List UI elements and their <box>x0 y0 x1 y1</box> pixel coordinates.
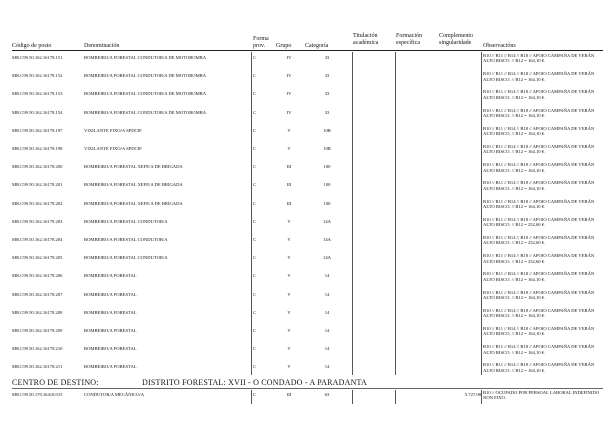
row-categoria: 100 <box>323 200 331 206</box>
row-categoria: 33 <box>324 109 330 115</box>
row-grupo: V <box>287 237 291 242</box>
row-grupo: V <box>287 146 291 151</box>
table-row <box>0 326 615 344</box>
header-formacion-1: Formación <box>396 33 422 39</box>
header-titulacion-2: académica <box>353 40 379 46</box>
row-forma-prov: C <box>253 109 257 115</box>
table-row <box>0 162 615 180</box>
row-forma-prov: C <box>253 273 257 279</box>
row-denominacion: BOMBEIRO/A FORESTAL XEFE/A DE BRIGADA <box>84 200 183 206</box>
table-row <box>0 235 615 253</box>
row-code: MR.C99.50.162.16178.151 <box>12 55 63 60</box>
row-forma-prov: C <box>253 218 257 224</box>
row-forma-prov: C <box>253 328 257 333</box>
row-grupo: V <box>287 346 291 352</box>
row-denominacion: BOMBEIRO/A FORESTAL <box>84 273 137 279</box>
row-denominacion: BOMBEIRO/A FORESTAL <box>84 364 137 370</box>
row-forma-prov: C <box>253 55 257 60</box>
row-grupo: IV <box>286 109 292 115</box>
row-denominacion: BOMBEIRO/A FORESTAL CONDUTOR/A DE MOTOBOMBA <box>84 55 207 60</box>
row-grupo: III <box>286 392 292 397</box>
row-code: MR.C99.50.162.16178.153 <box>12 91 63 97</box>
row-denominacion: BOMBEIRO/A FORESTAL <box>84 328 137 333</box>
row-forma-prov: C <box>253 346 257 352</box>
row-observacions: B10 // B11 // B14 // B18 // APOIO CAMPAÑA DE VERÁN ALTO RISCO. // B12 = 252,60 €. <box>483 253 595 264</box>
column-divider <box>395 390 396 404</box>
row-forma-prov: C <box>253 309 257 315</box>
row-grupo: V <box>287 309 291 315</box>
column-divider <box>481 390 482 404</box>
row-grupo: IV <box>286 91 292 97</box>
row-grupo: V <box>287 364 291 370</box>
header-titulacion-1: Titulación <box>353 33 378 39</box>
row-observacions: B10 // B11 // B14 // B18 // APOIO CAMPAÑA DE VERÁN ALTO RISCO. // B12 = 164,10 €. <box>483 180 595 191</box>
table-row <box>0 271 615 289</box>
row-forma-prov: C <box>253 364 257 370</box>
row-observacions: B10 // B11 // B14 // B18 // APOIO CAMPAÑA DE VERÁN ALTO RISCO. // B12 = 164,10 €. <box>483 307 595 319</box>
row-code: MR.C99.50.162.16178.152 <box>12 73 63 79</box>
row-observacions: B10 // B11 // B14 // B18 // APOIO CAMPAÑA DE VERÁN ALTO RISCO. // B12 = 164,10 €. <box>483 107 595 118</box>
table-row <box>0 71 615 89</box>
row-observacions: B10 // B11 // B14 // B18 // APOIO CAMPAÑA DE VERÁN ALTO RISCO. // B12 = 252,60 €. <box>483 235 595 246</box>
row-denominacion: CONDUTOR/A MECÁNICO/A <box>84 392 145 397</box>
row-observacions: B10 // B11 // B14 // B18 // APOIO CAMPAÑA DE VERÁN ALTO RISCO. // B12 = 164,10 €. <box>483 71 595 82</box>
row-denominacion: VIXILANTE FIXO/A SPDCIF <box>84 127 142 133</box>
header-categoria: Categoría <box>305 43 329 49</box>
row-forma-prov: C <box>253 164 257 170</box>
table-row <box>0 199 615 217</box>
row-forma-prov: C <box>253 237 257 242</box>
header-formacion-2: específica <box>396 40 420 46</box>
row-code: MR.C99.50.162.16178.211 <box>12 364 63 370</box>
row-categoria: 33 <box>324 91 330 97</box>
row-grupo: V <box>287 127 291 133</box>
row-categoria: 10B <box>323 127 331 133</box>
row-forma-prov: C <box>253 73 257 79</box>
row-code: MR.C99.50.170.16418.015 <box>12 392 63 397</box>
table-row <box>0 308 615 326</box>
row-categoria: 63 <box>324 392 330 397</box>
table-row <box>0 180 615 198</box>
row-denominacion: BOMBEIRO/A FORESTAL CONDUTOR/A DE MOTOBOMBA <box>84 91 207 97</box>
header-grupo: Grupo <box>276 43 292 49</box>
table-row <box>0 253 615 271</box>
row-grupo: III <box>286 182 292 188</box>
row-observacions: B10 // B11 // B14 // B18 // APOIO CAMPAÑA DE VERÁN ALTO RISCO. // B12 = 164,10 €. <box>483 289 595 300</box>
row-categoria: 10B <box>323 146 331 151</box>
row-code: MR.C99.50.162.16178.204 <box>12 237 63 242</box>
header-complemento-1: Complemento <box>439 33 473 39</box>
row-denominacion: BOMBEIRO/A FORESTAL CONDUTOR/A <box>84 255 168 261</box>
row-categoria: 14 <box>324 273 330 279</box>
table-row <box>0 108 615 126</box>
row-forma-prov: C <box>253 127 257 133</box>
row-observacions: B10 // B11 // B14 // B18 // APOIO CAMPAÑA DE VERÁN ALTO RISCO. // B12 = 164,10 €. <box>483 198 595 209</box>
row-forma-prov: C <box>253 255 257 261</box>
row-categoria: 14 <box>324 291 330 297</box>
table-row <box>0 290 615 308</box>
row-denominacion: VIXILANTE FIXO/A SPDCIF <box>84 146 142 151</box>
centro-name: DISTRITO FORESTAL: XVII - O CONDADO - A PARADANTA <box>142 378 367 387</box>
row-observacions: B10 // B11 // B14 // B18 // APOIO CAMPAÑA DE VERÁN ALTO RISCO. // B12 = 164,10 €. <box>483 344 595 355</box>
row-categoria: 14 <box>324 364 330 370</box>
row-observacions: B10 // B11 // B14 // B18 // APOIO CAMPAÑA DE VERÁN ALTO RISCO. // B12 = 164,10 €. <box>483 53 595 64</box>
section-divider <box>12 388 603 389</box>
row-observacions: B10 // B11 // B14 // B18 // APOIO CAMPAÑA DE VERÁN ALTO RISCO. // B12 = 164,10 €. <box>483 89 595 100</box>
row-observacions: B10 // B11 // B14 // B18 // APOIO CAMPAÑA DE VERÁN ALTO RISCO. // B12 = 164,10 €. <box>483 144 595 155</box>
table-row <box>0 53 615 71</box>
header-denominacion: Denominación <box>84 43 120 49</box>
row-denominacion: BOMBEIRO/A FORESTAL <box>84 309 137 315</box>
row-categoria: 14 <box>324 328 330 333</box>
table-row <box>0 89 615 107</box>
table-row <box>0 126 615 144</box>
header-forma: Forma <box>253 36 269 42</box>
row-code: MR.C99.50.162.16178.210 <box>12 346 63 352</box>
row-denominacion: BOMBEIRO/A FORESTAL XEFE/A DE BRIGADA <box>84 164 183 170</box>
row-categoria: 14A <box>323 255 331 261</box>
row-code: MR.C99.50.162.16178.198 <box>12 146 63 151</box>
row-denominacion: BOMBEIRO/A FORESTAL XEFE/A DE BRIGADA <box>84 182 183 188</box>
table-row <box>0 144 615 162</box>
row-denominacion: BOMBEIRO/A FORESTAL <box>84 291 137 297</box>
row-code: MR.C99.50.162.16178.207 <box>12 291 63 297</box>
row-observacions: B10 // B11 // B14 // B18 // APOIO CAMPAÑA DE VERÁN ALTO RISCO. // B12 = 164,10 €. <box>483 162 595 173</box>
row-grupo: IV <box>286 73 292 79</box>
column-divider <box>251 390 252 404</box>
column-divider <box>352 390 353 404</box>
centro-label: CENTRO DE DESTINO: <box>12 378 99 387</box>
row-code: MR.C99.50.162.16178.205 <box>12 255 63 261</box>
header-prov: prov. <box>253 43 266 49</box>
row-code: MR.C99.50.162.16178.200 <box>12 164 63 170</box>
row-observacions: B10 // B11 // B14 // B18 // APOIO CAMPAÑA DE VERÁN ALTO RISCO. // B12 = 164,10 €. <box>483 271 595 282</box>
row-categoria: 100 <box>323 182 331 188</box>
row-code: MR.C99.50.162.16178.209 <box>12 328 63 333</box>
row-denominacion: BOMBEIRO/A FORESTAL CONDUTOR/A DE MOTOBOMBA <box>84 73 207 79</box>
row-grupo: V <box>287 255 291 261</box>
table-row <box>0 390 615 408</box>
row-categoria: 14A <box>323 237 331 242</box>
row-grupo: V <box>287 328 291 333</box>
row-code: MR.C99.50.162.16178.202 <box>12 200 63 206</box>
row-forma-prov: C <box>253 182 257 188</box>
row-categoria: 100 <box>323 164 331 170</box>
header-divider <box>12 50 603 51</box>
row-code: MR.C99.50.162.16178.203 <box>12 218 63 224</box>
row-denominacion: BOMBEIRO/A FORESTAL CONDUTOR/A <box>84 218 168 224</box>
table-row <box>0 344 615 362</box>
row-observacions: B10 // B11 // B14 // B18 // APOIO CAMPAÑA DE VERÁN ALTO RISCO. // B12 = 164,10 €. <box>483 326 595 337</box>
row-observacions: B10 // B11 // B14 // B18 // APOIO CAMPAÑA DE VERÁN ALTO RISCO. // B12 = 164,10 €. <box>483 362 595 373</box>
row-code: MR.C99.50.162.16178.197 <box>12 127 63 133</box>
row-categoria: 33 <box>324 55 330 60</box>
row-forma-prov: C <box>253 146 257 151</box>
row-categoria: 14A <box>323 218 331 224</box>
row-forma-prov: C <box>253 392 257 397</box>
row-observacions: B10 // OCUPADO POR PERSOAL LABORAL INDEFINIDO NON FIXO. <box>483 390 600 401</box>
row-categoria: 14 <box>324 346 330 352</box>
header-complemento-2: singularidade <box>439 40 472 46</box>
row-observacions: B10 // B11 // B14 // B18 // APOIO CAMPAÑA DE VERÁN ALTO RISCO. // B12 = 252,60 €. <box>483 216 595 228</box>
row-denominacion: BOMBEIRO/A FORESTAL CONDUTOR/A <box>84 237 168 242</box>
row-grupo: V <box>287 273 291 279</box>
row-forma-prov: C <box>253 91 257 97</box>
row-forma-prov: C <box>253 291 257 297</box>
row-categoria: 33 <box>324 73 330 79</box>
row-grupo: V <box>287 218 291 224</box>
row-observacions: B10 // B11 // B14 // B18 // APOIO CAMPAÑA DE VERÁN ALTO RISCO. // B12 = 164,10 €. <box>483 125 595 137</box>
header-observacions: Observacións <box>483 43 516 49</box>
row-categoria: 14 <box>324 309 330 315</box>
row-grupo: III <box>286 164 292 170</box>
row-grupo: V <box>287 291 291 297</box>
row-grupo: III <box>286 200 292 206</box>
table-row <box>0 217 615 235</box>
row-grupo: IV <box>286 55 292 60</box>
row-code: MR.C99.50.162.16178.154 <box>12 109 63 115</box>
row-denominacion: BOMBEIRO/A FORESTAL CONDUTOR/A DE MOTOBOMBA <box>84 109 207 115</box>
header-codigo: Código de posto <box>12 43 52 49</box>
row-code: MR.C99.50.162.16178.208 <box>12 309 63 315</box>
row-denominacion: BOMBEIRO/A FORESTAL <box>84 346 137 352</box>
row-complemento: 5.727,98 <box>464 392 481 397</box>
row-code: MR.C99.50.162.16178.201 <box>12 182 63 188</box>
row-forma-prov: C <box>253 200 257 206</box>
row-code: MR.C99.50.162.16178.206 <box>12 273 63 279</box>
